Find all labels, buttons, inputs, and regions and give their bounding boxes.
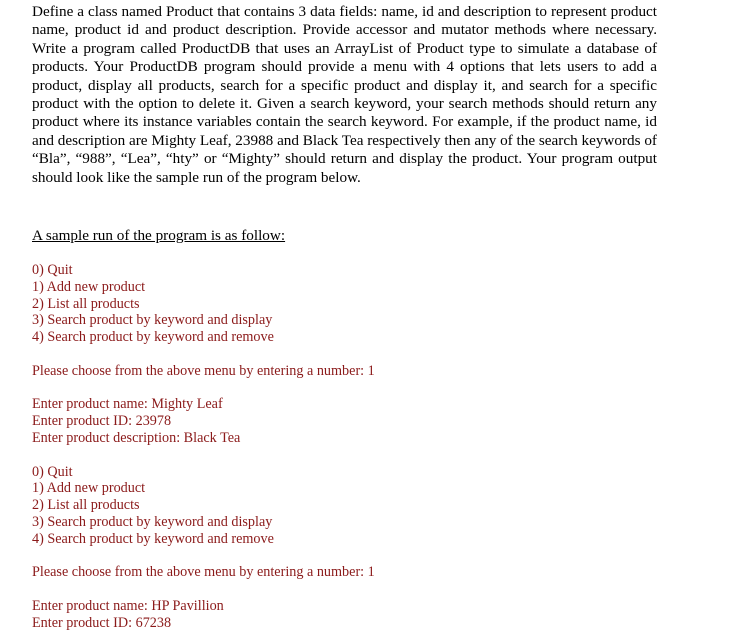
document-page <box>32 3 657 631</box>
input-line: Enter product name: Mighty Leaf <box>32 396 223 413</box>
input-line: Enter product ID: 67238 <box>32 614 172 631</box>
assignment-description: Define a class named Product that contains 3 data fields: name, id and description to represent product name, product id and product description. Provide accessor and mutator methods where necessary. Write a program called ProductDB that uses an ArrayList of Product type to simulate a database of products. Your ProductDB program should provide a menu with 4 options that lets users to add a product, display all products, search for a specific product and display it, and search for a specific product with the option to delete it. Given a search keyword, your search methods should return any product where its instance variables contain the search keyword. For example, if the product name, id and description are Mighty Leaf, 23988 and Black Tea respectively then any of the search keywords of “Bla”, “988”, “Lea”, “hty” or “Mighty” should return and display the product. Your program output should look like the sample run of the program below. <box>32 3 657 186</box>
menu-prompt: Please choose from the above menu by entering a number: 1 <box>32 564 375 581</box>
menu-option: 2) List all products <box>32 497 140 514</box>
menu-option: 0) Quit <box>32 262 73 278</box>
blank-line <box>32 346 375 363</box>
menu-option: 0) Quit <box>32 463 73 480</box>
blank-line <box>32 447 375 464</box>
menu-option: 3) Search product by keyword and display <box>32 513 273 530</box>
menu-option: 1) Add new product <box>32 278 146 295</box>
menu-option: 1) Add new product <box>32 480 146 497</box>
blank-line <box>32 380 375 397</box>
input-line: Enter product name: HP Pavillion <box>32 597 224 614</box>
input-line: Enter product description: Black Tea <box>32 429 241 446</box>
menu-option: 4) Search product by keyword and remove <box>32 530 274 547</box>
menu-option: 3) Search product by keyword and display <box>32 312 273 329</box>
menu-option: 4) Search product by keyword and remove <box>32 329 274 346</box>
menu-prompt: Please choose from the above menu by entering a number: 1 <box>32 362 375 379</box>
sample-run-output <box>32 262 375 632</box>
input-line: Enter product ID: 23978 <box>32 413 172 430</box>
menu-option: 2) List all products <box>32 295 140 312</box>
sample-run-heading: A sample run of the program is as follow: <box>32 227 286 244</box>
blank-line <box>32 581 375 598</box>
blank-line <box>32 548 375 565</box>
